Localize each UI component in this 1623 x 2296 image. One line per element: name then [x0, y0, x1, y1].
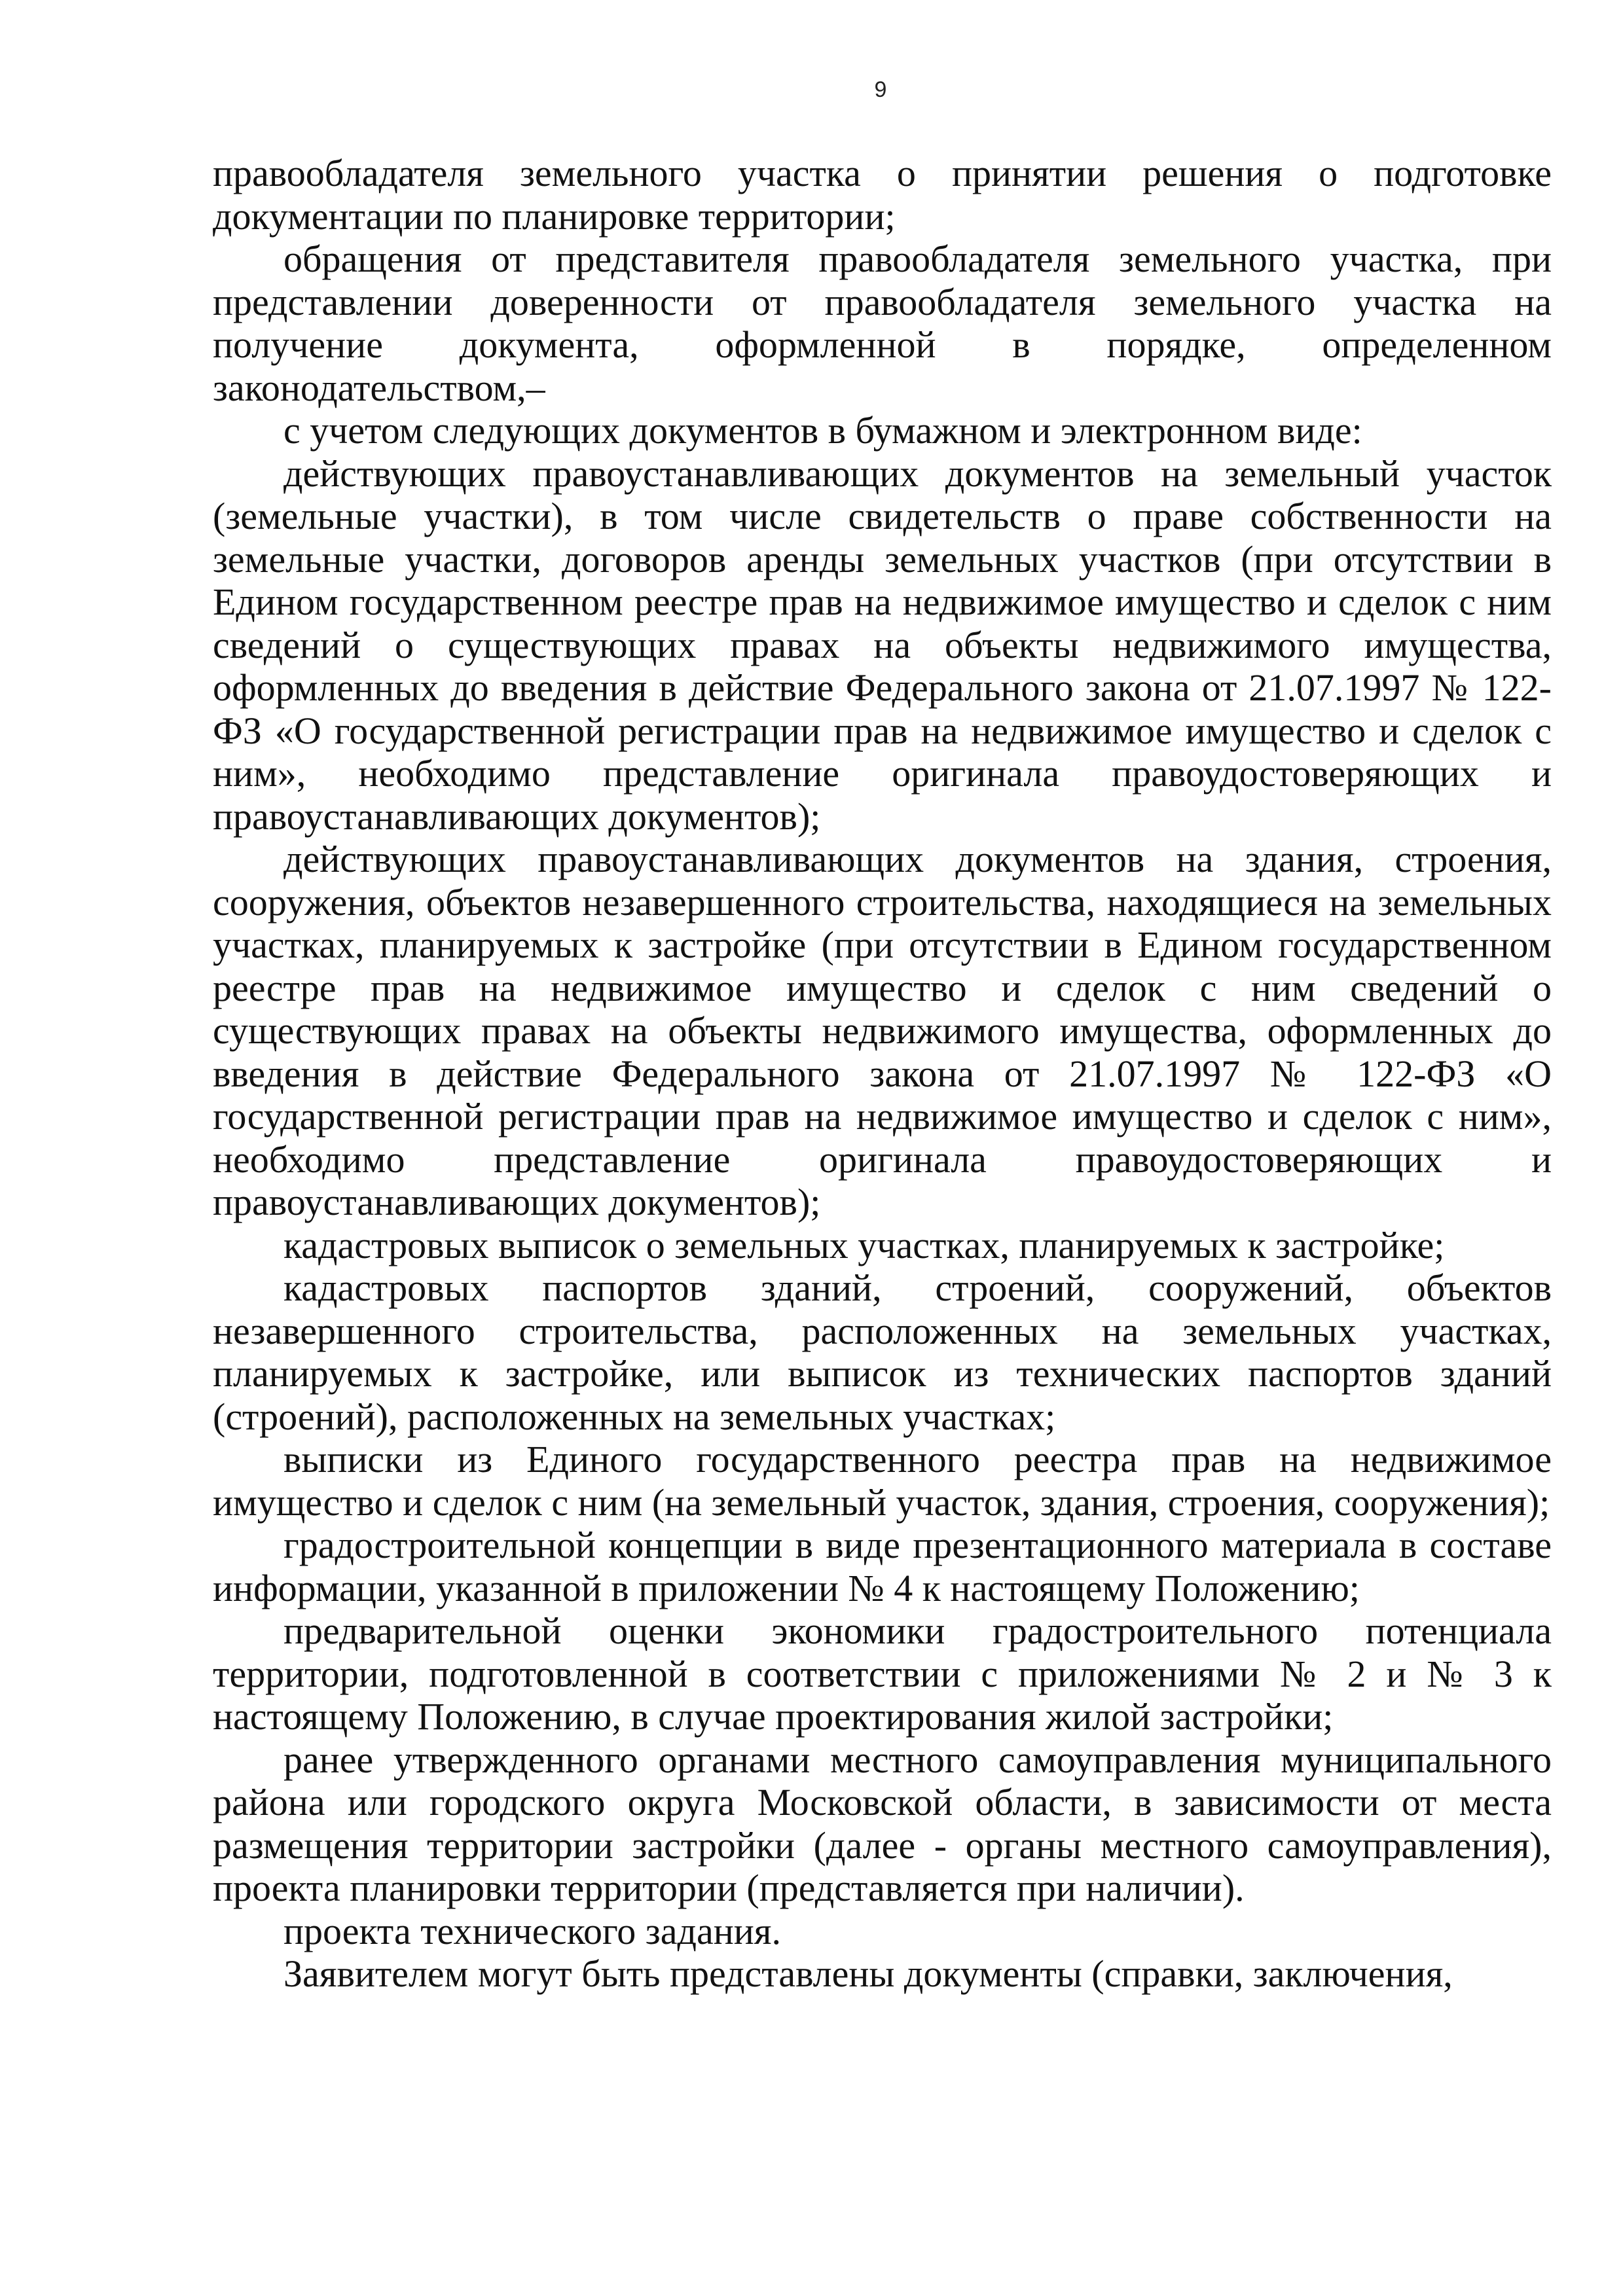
paragraph: кадастровых выписок о земельных участках, планируемых к застройке;	[283, 1223, 1445, 1266]
paragraph: градостроительной концепции в виде презентационного материала в составе информации, указанной в приложении № 4 к настоящему Положению;	[213, 1524, 1552, 1609]
paragraph: проекта технического задания.	[283, 1909, 781, 1952]
paragraph: действующих правоустанавливающих документов на здания, строения, сооружения, объектов незавершенного строительства, находящиеся на земельных участках, планируемых к застройке (при отсутствии в Едином государственном реестре прав на недвижимое имущество и сделок с ним сведений о существующих правах на объекты недвижимого имущества, оформленных до введения в действие Федерального закона от 21.07.1997 № 122-ФЗ «О государственной регистрации прав на недвижимое имущество и сделок с ним», необходимо представление оригинала правоудостоверяющих и правоустанавливающих документов);	[213, 838, 1552, 1223]
paragraph: с учетом следующих документов в бумажном и электронном виде:	[283, 409, 1362, 452]
paragraph: кадастровых паспортов зданий, строений, сооружений, объектов незавершенного строительства, расположенных на земельных участках, планируемых к застройке, или выписок из технических паспортов зданий (строений), расположенных на земельных участках;	[213, 1266, 1552, 1438]
paragraph: ранее утвержденного органами местного самоуправления муниципального района или городского округа Московской области, в зависимости от места размещения территории застройки (далее - органы местного самоуправления), проекта планировки территории (представляется при наличии).	[213, 1738, 1552, 1909]
paragraph: обращения от представителя правообладателя земельного участка, при представлении доверенности от правообладателя земельного участка на получение документа, оформленной в порядке, определенном законодательством,–	[213, 238, 1552, 409]
paragraph: выписки из Единого государственного реестра прав на недвижимое имущество и сделок с ним (на земельный участок, здания, строения, сооружения);	[213, 1438, 1552, 1524]
paragraph-continuation: правообладателя земельного участка о принятии решения о подготовке документации по планировке территории;	[213, 152, 1552, 238]
page-number: 9	[874, 77, 887, 102]
paragraph: Заявителем могут быть представлены документы (справки, заключения,	[283, 1952, 1453, 1995]
document-body	[213, 152, 1552, 1996]
paragraph: предварительной оценки экономики градостроительного потенциала территории, подготовленной в соответствии с приложениями № 2 и № 3 к настоящему Положению, в случае проектирования жилой застройки;	[213, 1609, 1552, 1738]
paragraph: действующих правоустанавливающих документов на земельный участок (земельные участки), в том числе свидетельств о праве собственности на земельные участки, договоров аренды земельных участков (при отсутствии в Едином государственном реестре прав на недвижимое имущество и сделок с ним сведений о существующих правах на объекты недвижимого имущества, оформленных до введения в действие Федерального закона от 21.07.1997 № 122-ФЗ «О государственной регистрации прав на недвижимое имущество и сделок с ним», необходимо представление оригинала правоудостоверяющих и правоустанавливающих документов);	[213, 452, 1552, 838]
